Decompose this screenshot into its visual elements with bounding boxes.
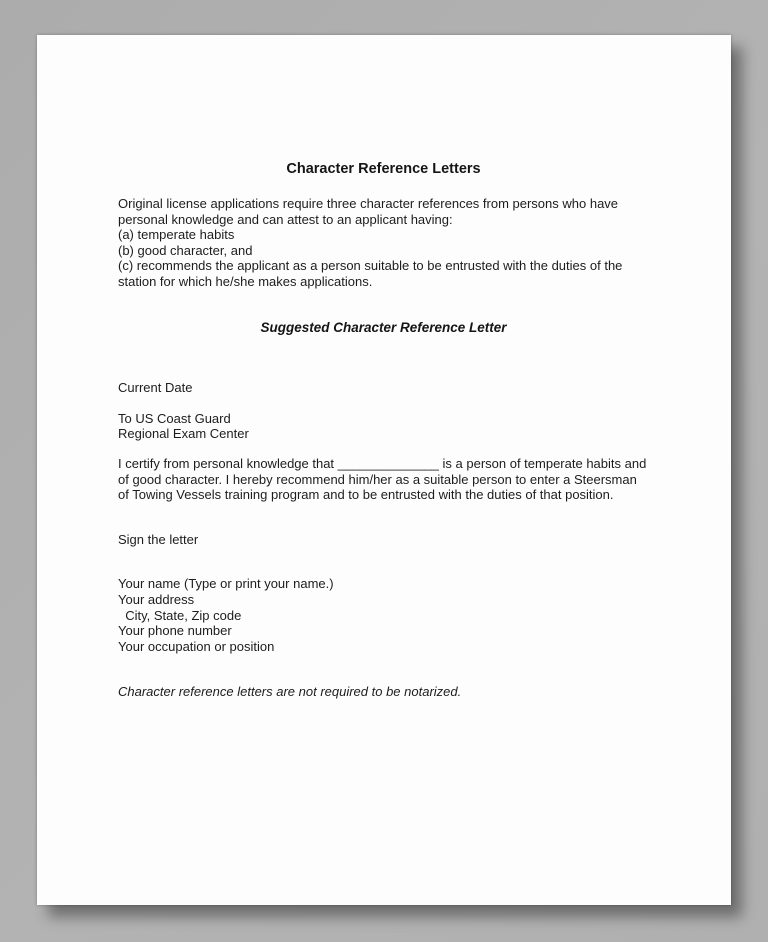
document-page [37,35,731,905]
sign-prompt: Sign the letter [118,531,199,547]
certify-paragraph [118,456,649,503]
signature-line-city-state-zip: City, State, Zip code [118,607,242,623]
addressee-line-2: Regional Exam Center [118,426,249,442]
signature-line-occupation: Your occupation or position [118,638,275,654]
addressee-block [118,411,649,442]
signature-line-phone: Your phone number [118,623,232,639]
name-blank-line: ______________ [337,455,439,471]
signature-block [118,576,649,654]
intro-lead-text: Original license applications require three character references from persons who have personal knowledge and can attest to an applicant having: [118,196,619,227]
intro-item-c: (c) recommends the applicant as a person suitable to be entrusted with the duties of the station for which he/she makes applications. [118,258,623,289]
document-subtitle: Suggested Character Reference Letter [260,319,507,335]
signature-line-address: Your address [118,591,195,607]
signature-line-name: Your name (Type or print your name.) [118,576,334,592]
intro-item-a: (a) temperate habits [118,227,235,243]
intro-item-b: (b) good character, and [118,242,253,258]
current-date-line: Current Date [118,380,193,396]
addressee-line-1: To US Coast Guard [118,410,231,426]
intro-paragraph [118,196,649,290]
certify-text-after-blank: is a person of temperate habits and of good character. I hereby recommend him/her as a suitable person to enter a Steersman of Towing Vessels training program and to be entrusted with the duties of that position. [118,455,647,503]
certify-text-before-blank: I certify from personal knowledge that [118,455,338,471]
document-title: Character Reference Letters [286,161,481,177]
notarization-note: Character reference letters are not required to be notarized. [118,684,462,700]
